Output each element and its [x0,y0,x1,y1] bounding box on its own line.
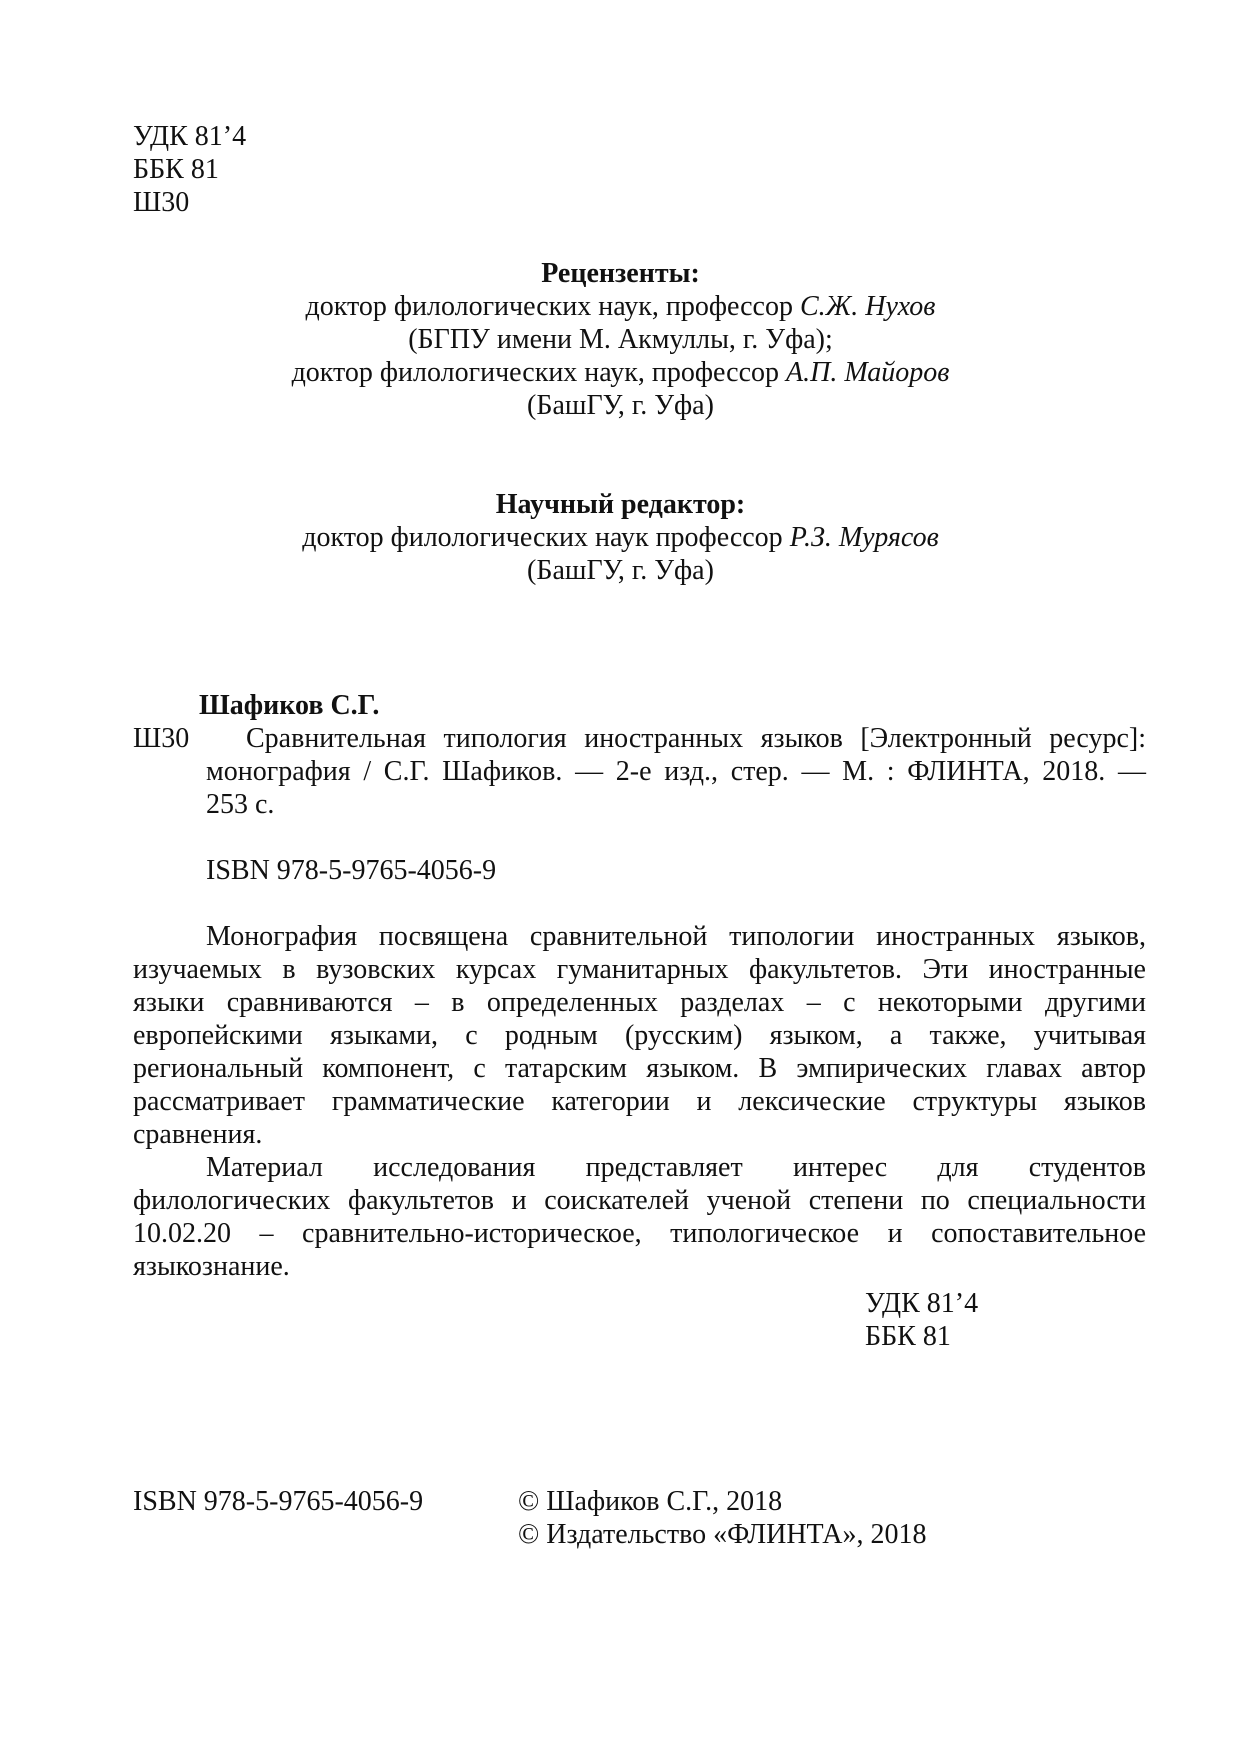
reviewers-section [0,257,1241,422]
reviewer-1-name: С.Ж. Нухов [799,291,936,322]
annotation-line: Монография посвящена сравнительной типологии иностранных языков, [206,921,1146,952]
entry-isbn: ISBN 978-5-9765-4056-9 [206,855,497,886]
annotation-line: 10.02.20 – сравнительно-историческое, типологическое и сопоставительное [133,1218,1146,1249]
entry-author: Шафиков С.Г. [199,690,380,721]
classification-codes-bottom [865,1287,978,1353]
reviewer-1-affiliation: (БГПУ имени М. Акмуллы, г. Уфа); [408,324,833,355]
annotation-line: европейскими языками, с родным (русским) языком, а также, учитывая [133,1020,1146,1051]
classification-codes-top [133,120,246,219]
bbk-code-bottom: ББК 81 [865,1321,951,1352]
entry-line: 253 с. [206,789,275,820]
annotation-line: сравнения. [133,1119,263,1150]
reviewer-2-name: А.П. Майоров [786,357,950,388]
reviewer-2 [0,356,1241,389]
udc-code: УДК 81’4 [133,121,247,152]
editor-heading: Научный редактор: [495,489,746,520]
editor-section [0,488,1241,587]
reviewer-1-role: доктор филологических наук, профессор [305,291,800,322]
editor [0,521,1241,554]
copyright-author: © Шафиков С.Г., 2018 [518,1486,783,1517]
annotation-line: Материал исследования представляет интерес для студентов [206,1152,1146,1183]
annotation [133,920,1146,1283]
reviewers-heading: Рецензенты: [541,258,700,289]
udc-code-bottom: УДК 81’4 [865,1288,979,1319]
annotation-line: рассматривает грамматические категории и лексические структуры языков [133,1086,1146,1117]
reviewer-1 [0,290,1241,323]
bibliographic-description [206,722,1146,821]
footer-isbn: ISBN 978-5-9765-4056-9 [133,1486,424,1517]
bbk-code: ББК 81 [133,154,219,185]
entry-line: монография / С.Г. Шафиков. — 2-е изд., стер. — М. : ФЛИНТА, 2018. — [206,756,1146,787]
annotation-line: изучаемых в вузовских курсах гуманитарных факультетов. Эти иностранные [133,954,1146,985]
annotation-line: языки сравниваются – в определенных разделах – с некоторыми другими [133,987,1146,1018]
reviewer-2-role: доктор филологических наук, профессор [291,357,787,388]
entry-line: Сравнительная типология иностранных языков [Электронный ресурс]: [246,723,1146,754]
editor-affiliation: (БашГУ, г. Уфа) [527,555,714,586]
annotation-line: региональный компонент, с татарским языком. В эмпирических главах автор [133,1053,1146,1084]
copyright-publisher: © Издательство «ФЛИНТА», 2018 [518,1519,927,1550]
author-mark: Ш30 [133,187,190,218]
editor-name: Р.З. Мурясов [789,522,939,553]
copyright-block [518,1485,926,1551]
entry-author-mark: Ш30 [133,723,190,754]
annotation-line: филологических факультетов и соискателей ученой степени по специальности [133,1185,1146,1216]
annotation-line: языкознание. [133,1251,290,1282]
editor-role: доктор филологических наук профессор [302,522,790,553]
reviewer-2-affiliation: (БашГУ, г. Уфа) [527,390,714,421]
